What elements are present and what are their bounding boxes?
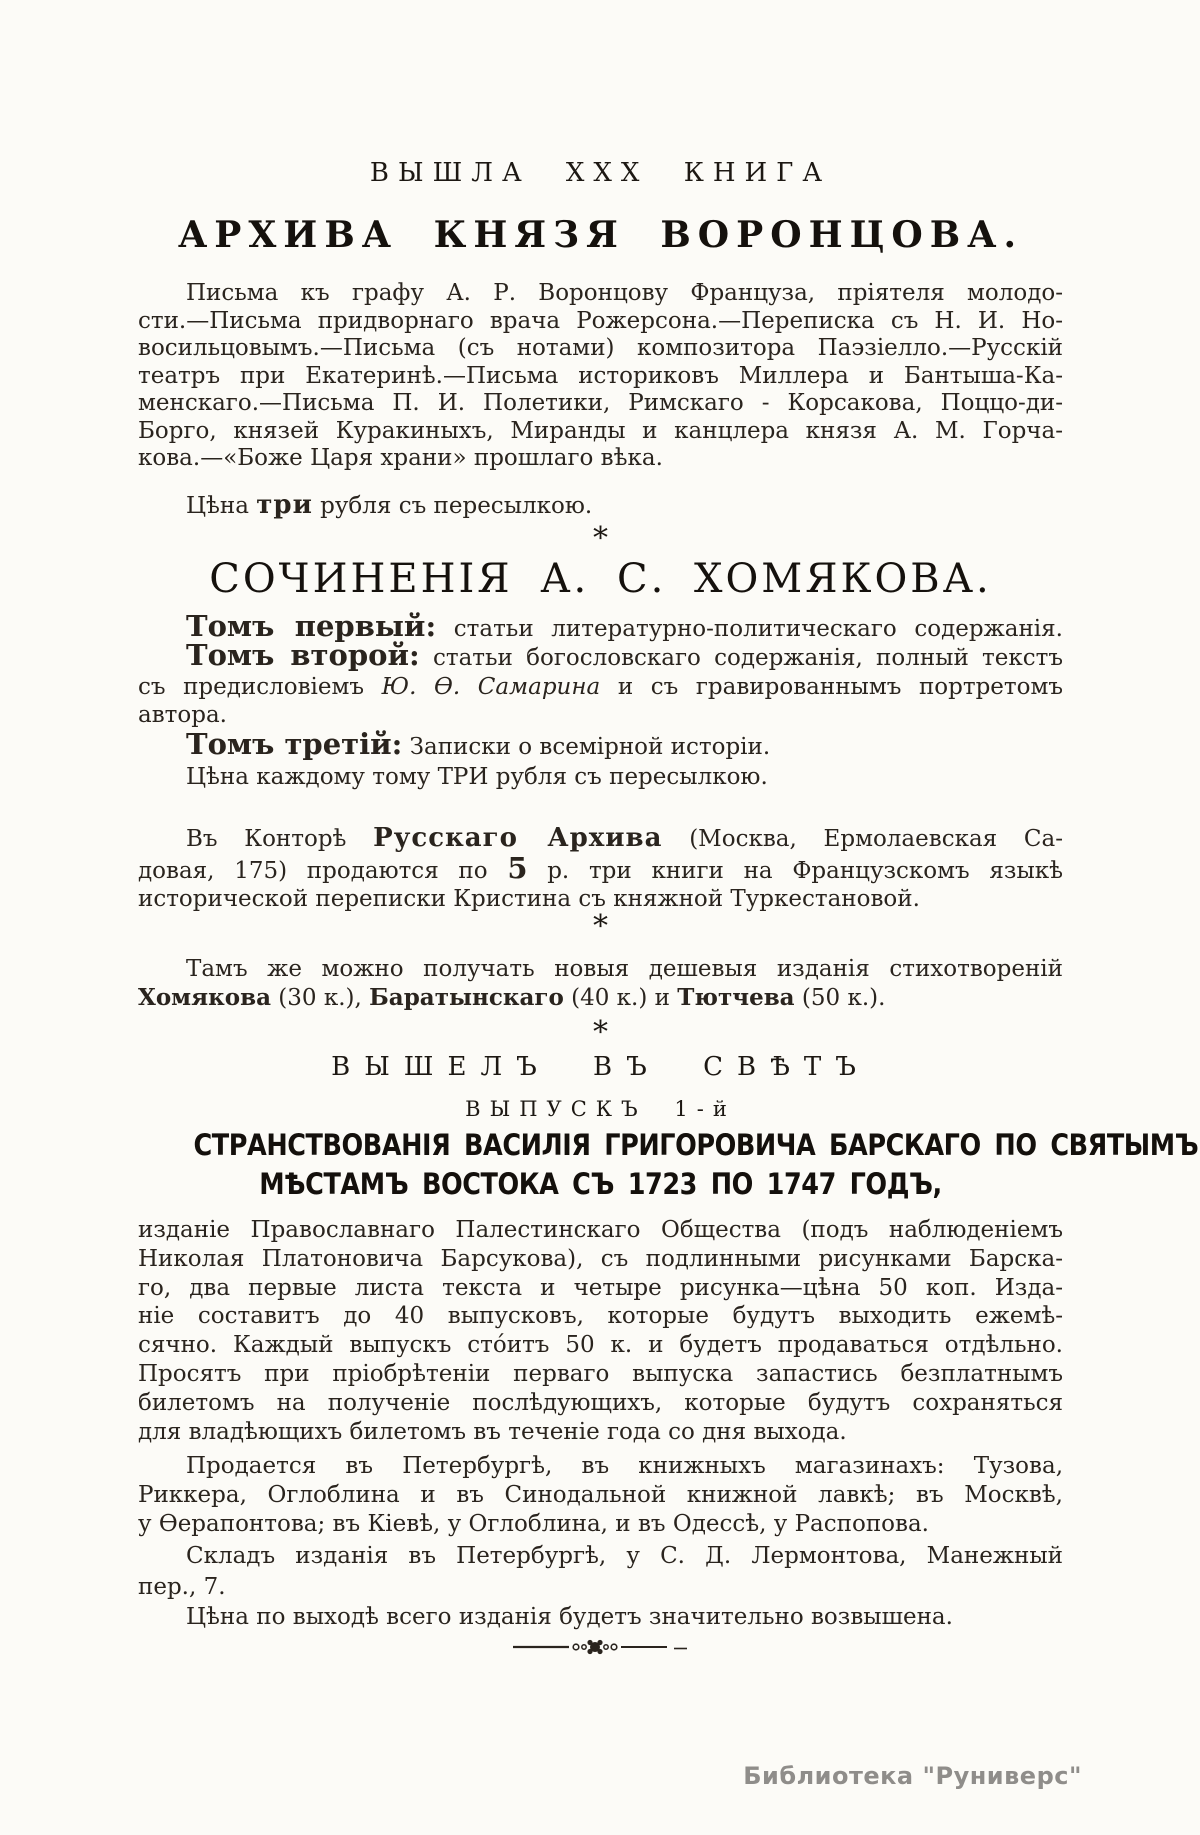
russky-arkhiv-bold: Русскаго Архива [373, 823, 663, 853]
vorontsov-title: АРХИВА КНЯЗЯ ВОРОНЦОВА. [177, 214, 1024, 256]
price-bold-term: три [256, 490, 313, 520]
text-line: Риккера, Оглоблина и въ Синодальной книжной лавкѣ; въ Москвѣ, [138, 1481, 1063, 1508]
text-line: сти.—Письма придворнаго врача Рожерсона.—Переписка съ Н. И. Но- [138, 307, 1063, 334]
author-bold: Хомякова [138, 983, 271, 1011]
khomyakov-price-line [138, 764, 1063, 792]
kontora-text: Въ Конторѣ [186, 826, 374, 852]
runivers-watermark: Библиотека "Руниверс" [743, 1762, 1082, 1790]
barsky-paragraph [138, 1216, 1063, 1446]
barsky-issue-heading: ВЫПУСКЪ 1-й [465, 1097, 736, 1121]
text-line [138, 673, 1063, 702]
tamzhe-text: (40 к.) и [563, 984, 678, 1011]
price-number-bold: 5 [507, 850, 528, 885]
text-line: Цѣна по выходѣ всего изданія будетъ значительно возвышена. [186, 1604, 953, 1630]
end-ornament-graphic [511, 1638, 691, 1656]
kontora-text: р. три книги на Французскомъ языкѣ [527, 857, 1063, 884]
text-line: Письма къ графу А. Р. Воронцову Француза, пріятеля молодо- [186, 280, 1063, 306]
text-line: Николая Платоновича Барсукова), съ подлинными рисунками Барска- [138, 1245, 1063, 1272]
title-line: СТРАНСТВОВАНІЯ ВАСИЛІЯ ГРИГОРОВИЧА БАРСКАГО ПО СВЯТЫМЪ [193, 1128, 1199, 1162]
text-line: кова.—«Боже Царя храни» прошлаго вѣка. [138, 445, 663, 471]
kontora-paragraph [138, 824, 1063, 914]
volume-text: съ предисловіемъ [138, 673, 382, 700]
kicker-heading: ВЫШЛА XXX КНИГА [369, 158, 832, 188]
volume-two-paragraph [138, 638, 1063, 730]
title-line: МѢСТАМЪ ВОСТОКА СЪ 1723 ПО 1747 ГОДЪ, [259, 1167, 942, 1201]
vorontsov-price-line [138, 492, 1063, 521]
text-line: менскаго.—Письма П. И. Полетики, Римскаго - Корсакова, Поццо-ди- [138, 390, 1063, 416]
text-line: театръ при Екатеринѣ.—Письма историковъ Миллера и Бантыша-Ка- [138, 362, 1063, 389]
text-line: изданіе Православнаго Палестинскаго Общества (подъ наблюденіемъ [138, 1217, 1063, 1243]
text-line: билетомъ на полученіе послѣдующихъ, которые будутъ сохраняться [138, 1389, 1063, 1416]
volume-text: статьи богословскаго содержанія, полный текстъ [419, 645, 1063, 671]
author-bold: Тютчева [677, 983, 795, 1011]
text-line: пер., 7. [138, 1574, 226, 1600]
text-line: Просятъ при пріобрѣтеніи перваго выпуска запастись безплатнымъ [138, 1360, 1063, 1387]
text-line [138, 850, 1063, 886]
volume-label: Томъ первый: [186, 609, 437, 643]
tamzhe-text: (30 к.), [271, 984, 370, 1011]
section-separator-asterisk: * [593, 1015, 608, 1050]
text-line: восильцовымъ.—Письма (съ нотами) композитора Паэзіелло.—Русскій [138, 335, 1063, 361]
text-line [138, 638, 1063, 673]
price-text: рубля съ пересылкою. [312, 493, 593, 519]
kontora-text: (Москва, Ермолаевская Са- [662, 826, 1063, 852]
text-line: автора. [138, 702, 227, 728]
section-separator-asterisk: * [593, 909, 608, 944]
text-line [138, 492, 1063, 521]
text-line: Продается въ Петербургѣ, въ книжныхъ магазинахъ: Тузова, [186, 1453, 1063, 1479]
text-line [138, 824, 1063, 854]
barsky-main-title [138, 1126, 1199, 1204]
volume-text: статьи литературно-политическаго содержанія. [436, 616, 1063, 642]
text-line: Цѣна каждому тому ТРИ рубля съ пересылкою. [186, 764, 768, 790]
text-line: исторической переписки Кристина съ княжной Туркестановой. [138, 886, 920, 912]
volume-three-line [138, 727, 1063, 762]
text-line: ніе составитъ до 40 выпусковъ, которые будутъ выходить ежемѣ- [138, 1303, 1063, 1330]
text-line [138, 984, 1063, 1013]
text-line [138, 727, 1063, 762]
text-line: сячно. Каждый выпускъ сто́итъ 50 к. и будетъ продаваться отдѣльно. [138, 1332, 1063, 1359]
volume-text: Записки о всемірной исторіи. [402, 734, 771, 760]
text-line: Тамъ же можно получать новыя дешевыя изданія стихотвореній [186, 956, 1063, 982]
text-line: у Ѳерапонтова; въ Кіевѣ, у Оглоблина, и въ Одессѣ, у Распопова. [138, 1510, 929, 1537]
italic-name: Ю. Ѳ. Самарина [381, 673, 601, 700]
volume-text: и съ гравированнымъ портретомъ [600, 673, 1063, 700]
volume-label: Томъ третій: [186, 727, 403, 761]
end-ornament [138, 1638, 1063, 1660]
section-separator-asterisk: * [593, 521, 608, 556]
tamzhe-text: (50 к.). [794, 984, 886, 1011]
text-line: Складъ изданія въ Петербургѣ, у С. Д. Лермонтова, Манежный [186, 1543, 1063, 1569]
text-line: го, два первые листа текста и четыре рисунка—цѣна 50 коп. Изда- [138, 1274, 1063, 1301]
kontora-text: довая, 175) продаются по [138, 857, 508, 884]
text-line: для владѣющихъ билетомъ въ теченіе года со дня выхода. [138, 1418, 847, 1445]
text-line: Борго, князей Куракиныхъ, Миранды и канцлера князя А. М. Горча- [138, 417, 1063, 444]
sklad-paragraph [138, 1541, 1063, 1603]
price-text: Цѣна [186, 493, 257, 519]
vorontsov-paragraph [138, 280, 1063, 473]
khomyakov-title: СОЧИНЕНІЯ А. С. ХОМЯКОВА. [209, 556, 992, 602]
volume-label: Томъ второй: [186, 638, 420, 672]
sellers-paragraph [138, 1452, 1063, 1538]
tamzhe-paragraph [138, 955, 1063, 1012]
author-bold: Баратынскаго [369, 983, 564, 1011]
final-price-line [138, 1604, 1063, 1632]
barsky-kicker: ВЫШЕЛЪ ВЪ СВѢТЪ [331, 1052, 870, 1082]
